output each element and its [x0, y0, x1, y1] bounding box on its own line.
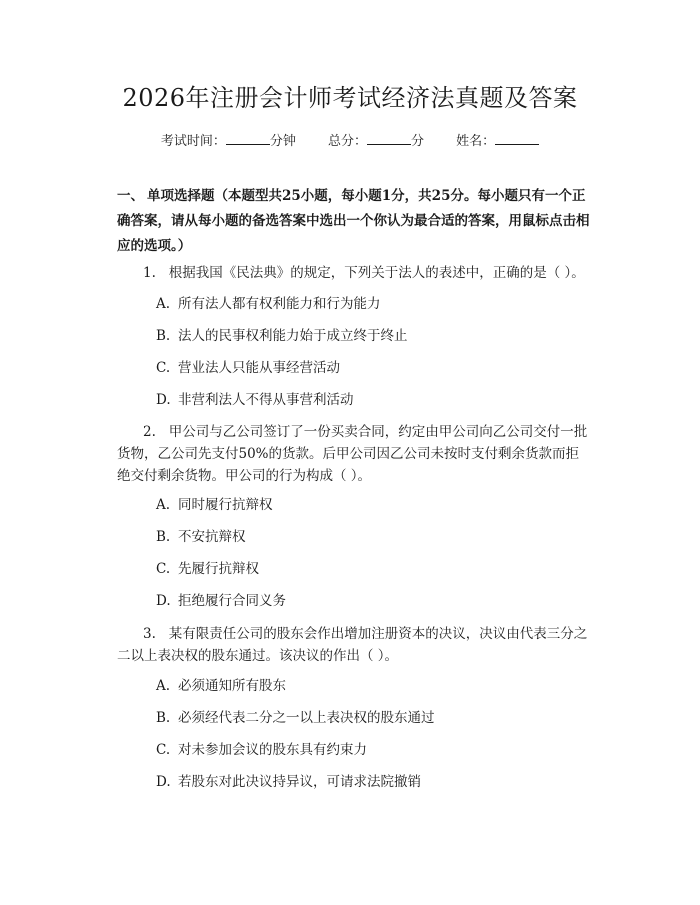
- option-text: 非营利法人不得从事营利活动: [178, 392, 354, 408]
- question-text: 某有限责任公司的股东会作出增加注册资本的决议，决议由代表三分之二以上表决权的股东通过。该决议的作出（ ）。: [117, 626, 588, 664]
- option-1a[interactable]: [156, 294, 596, 314]
- option-text: 对未参加会议的股东具有约束力: [178, 742, 367, 758]
- option-letter: D.: [156, 593, 171, 609]
- option-letter: C.: [156, 561, 171, 577]
- option-3d[interactable]: [156, 772, 596, 792]
- option-text: 营业法人只能从事经营活动: [178, 360, 340, 376]
- question-2: [117, 421, 591, 487]
- option-3b[interactable]: [156, 708, 596, 728]
- option-letter: B.: [156, 529, 171, 545]
- question-number: 1.: [143, 265, 156, 281]
- option-letter: D.: [156, 774, 171, 790]
- option-letter: C.: [156, 742, 171, 758]
- option-text: 拒绝履行合同义务: [178, 593, 286, 609]
- page-title: 2026年注册会计师考试经济法真题及答案: [122, 84, 578, 112]
- exam-time-label: 考试时间：: [160, 134, 226, 149]
- total-score-unit: 分: [411, 134, 425, 149]
- option-1b[interactable]: [156, 326, 596, 346]
- option-2a[interactable]: [156, 495, 596, 515]
- option-letter: A.: [156, 497, 171, 513]
- total-score: [328, 130, 424, 152]
- option-text: 不安抗辩权: [178, 529, 246, 545]
- option-letter: D.: [156, 392, 171, 408]
- exam-meta: [0, 130, 700, 152]
- question-text: 甲公司与乙公司签订了一份买卖合同，约定由甲公司向乙公司交付一批货物，乙公司先支付50%的货款。后甲公司因乙公司未按时支付剩余货款而拒绝交付剩余货物。甲公司的行为构成（ ）。: [117, 424, 588, 484]
- exam-time-blank[interactable]: [226, 130, 270, 145]
- exam-time: [161, 130, 296, 152]
- option-1c[interactable]: [156, 358, 596, 378]
- option-2b[interactable]: [156, 527, 596, 547]
- question-text: 根据我国《民法典》的规定，下列关于法人的表述中，正确的是（ ）。: [168, 265, 585, 281]
- option-letter: B.: [156, 328, 171, 344]
- option-3c[interactable]: [156, 740, 596, 760]
- option-text: 若股东对此决议持异议，可请求法院撤销: [178, 774, 421, 790]
- section-heading: [117, 184, 591, 259]
- question-3: [117, 623, 591, 667]
- question-number: 3.: [143, 626, 156, 642]
- option-text: 同时履行抗辩权: [178, 497, 273, 513]
- exam-time-unit: 分钟: [269, 134, 296, 149]
- student-name-label: 姓名：: [456, 134, 496, 149]
- question-number: 2.: [143, 424, 156, 440]
- option-letter: A.: [156, 296, 171, 312]
- option-text: 必须通知所有股东: [178, 678, 286, 694]
- section-number: 一、: [117, 188, 144, 204]
- option-1d[interactable]: [156, 390, 596, 410]
- option-text: 先履行抗辩权: [178, 561, 259, 577]
- option-2d[interactable]: [156, 591, 596, 611]
- option-3a[interactable]: [156, 676, 596, 696]
- option-letter: C.: [156, 360, 171, 376]
- total-score-label: 总分：: [327, 134, 367, 149]
- total-score-blank[interactable]: [367, 130, 411, 145]
- option-letter: B.: [156, 710, 171, 726]
- student-name: [456, 130, 539, 152]
- option-2c[interactable]: [156, 559, 596, 579]
- option-text: 法人的民事权利能力始于成立终于终止: [178, 328, 408, 344]
- student-name-blank[interactable]: [495, 130, 539, 145]
- section-instructions: 单项选择题（本题型共25小题，每小题1分，共25分。每小题只有一个正确答案，请从每小题的备选答案中选出一个你认为最合适的答案，用鼠标点击相应的选项。）: [117, 188, 590, 254]
- option-letter: A.: [156, 678, 171, 694]
- question-1: [117, 262, 591, 284]
- option-text: 所有法人都有权利能力和行为能力: [178, 296, 381, 312]
- option-text: 必须经代表二分之一以上表决权的股东通过: [178, 710, 435, 726]
